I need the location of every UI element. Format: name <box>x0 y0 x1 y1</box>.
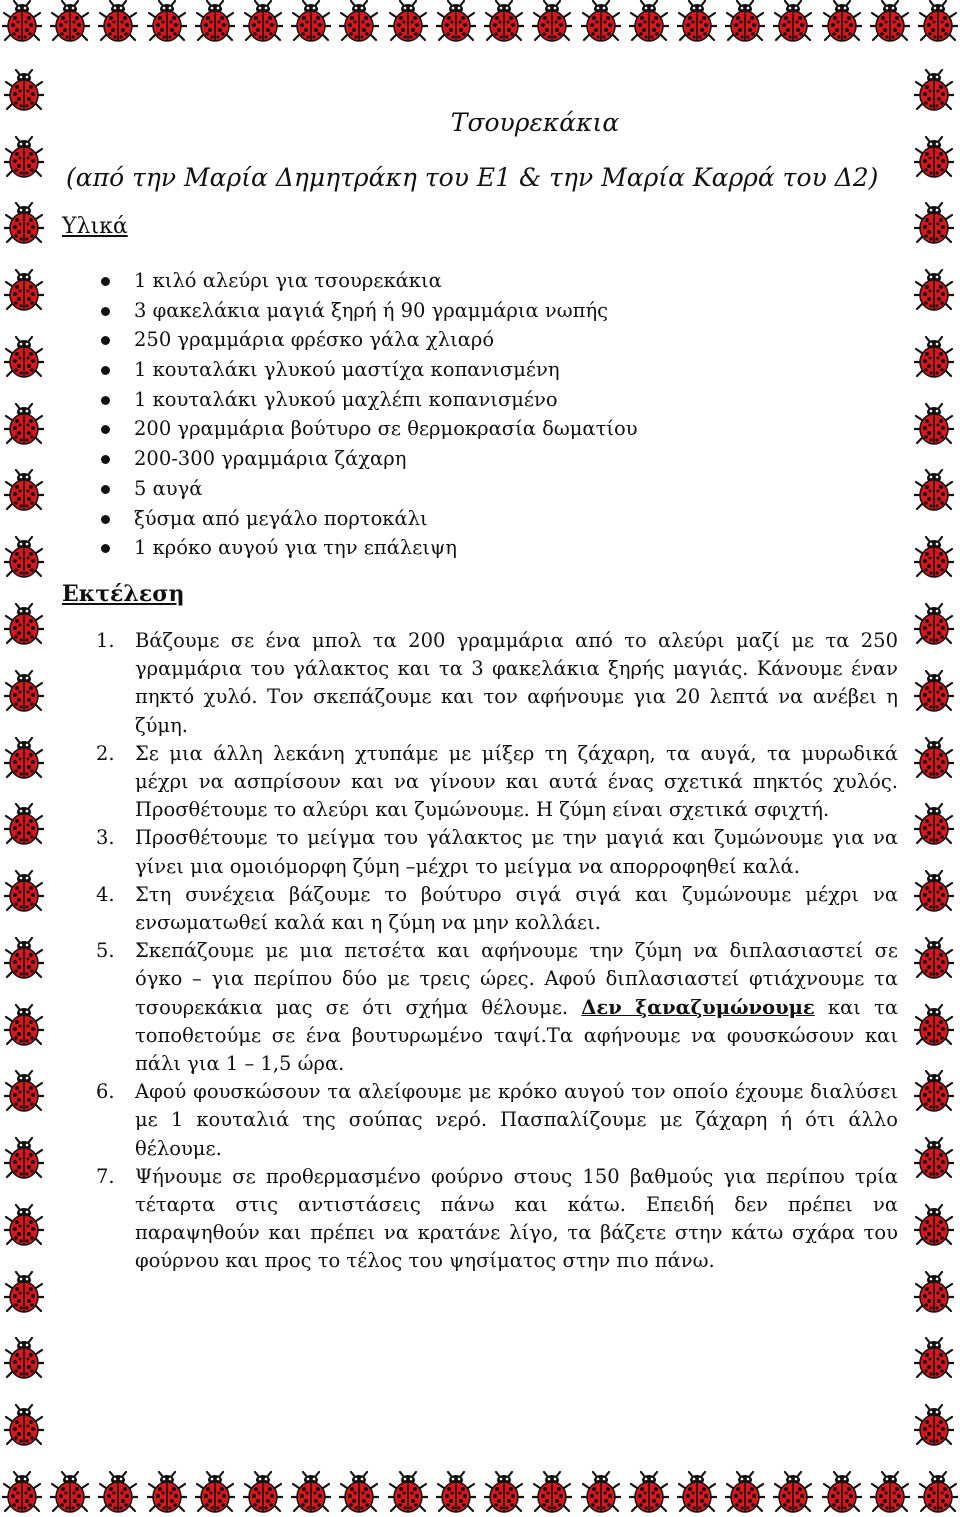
ingredient-item: 200 γραμμάρια βούτυρο σε θερμοκρασία δωματίου <box>98 414 638 444</box>
step-item <box>96 1163 898 1276</box>
step-number: 5. <box>96 939 115 963</box>
bullet-icon <box>101 544 110 553</box>
ingredient-item: 1 κιλό αλεύρι για τσουρεκάκια <box>98 266 638 296</box>
bullet-icon <box>101 485 110 494</box>
step-item <box>96 824 898 880</box>
method-steps <box>96 627 898 1276</box>
step-text: Σε μια άλλη λεκάνη χτυπάμε με μίξερ τη ζάχαρη, τα αυγά, τα μυρωδικά μέχρι να ασπρίσουν και να γίνουν και αυτά ένας σχετικά πηκτός χυλός. Προσθέτουμε το αλεύρι και ζυμώνουμε. Η ζύμη είναι σχετικά σφιχτή. <box>135 741 898 822</box>
bullet-icon <box>101 277 110 286</box>
step-number: 4. <box>96 882 115 906</box>
step-text: Στη συνέχεια βάζουμε το βούτυρο σιγά σιγά και ζυμώνουμε μέχρι να ενσωματωθεί καλά και η ζύμη να μην κολλάει. <box>135 882 898 935</box>
ingredient-item: 1 κουταλάκι γλυκού μαστίχα κοπανισμένη <box>98 355 638 385</box>
ingredient-item: 5 αυγά <box>98 474 638 504</box>
step-text: Σκεπάζουμε με μια πετσέτα και αφήνουμε την ζύμη να διπλασιαστεί σε όγκο – για περίπου δύο με τρεις ώρες. Αφού διπλασιαστεί φτιάχνουμε τα τσουρεκάκια μας σε ότι σχήμα θέλουμε. <box>135 939 898 1019</box>
bullet-icon <box>101 396 110 405</box>
bullet-icon <box>101 515 110 524</box>
step-number: 3. <box>96 826 115 850</box>
recipe-authors: (από την Μαρία Δημητράκη του Ε1 & την Μαρία Καρρά του Δ2) <box>66 163 879 192</box>
ingredients-heading: Υλικά <box>62 214 128 239</box>
bullet-icon <box>101 307 110 316</box>
step-number: 2. <box>96 741 115 765</box>
method-heading: Εκτέλεση <box>62 581 185 607</box>
step-text: Ψήνουμε σε προθερμασμένο φούρνο στους 150 βαθμούς για περίπου τρία τέταρτα στις αντιστάσεις πάνω και κάτω. Επειδή δεν πρέπει να παραψηθούν και πρέπει να κρατάνε λίγο, τα βάζετε στην κάτω σχάρα του φούρνου και προς το τέλος του ψησίματος στην πιο πάνω. <box>135 1164 898 1273</box>
step-number: 7. <box>96 1164 115 1188</box>
recipe-title: Τσουρεκάκια <box>450 108 620 137</box>
step-item <box>96 740 898 825</box>
step-item <box>96 881 898 937</box>
step-text-continued: και τα τοποθετούμε σε ένα βουτυρωμένο ταψί.Τα αφήνουμε να φουσκώσουν και πάλι για 1 – 1,5 ώρα. <box>135 995 899 1076</box>
step-emphasis: Δεν ξαναζυμώνουμε <box>581 995 815 1019</box>
step-item <box>96 937 898 1078</box>
ingredient-item: 200-300 γραμμάρια ζάχαρη <box>98 444 638 474</box>
ingredient-item: 250 γραμμάρια φρέσκο γάλα χλιαρό <box>98 325 638 355</box>
bullet-icon <box>101 336 110 345</box>
ingredients-list <box>98 266 638 563</box>
bullet-icon <box>101 455 110 464</box>
step-item <box>96 627 898 740</box>
step-text: Αφού φουσκώσουν τα αλείφουμε με κρόκο αυγού τον οποίο έχουμε διαλύσει με 1 κουταλιά της σούπας νερό. Πασπαλίζουμε με ζάχαρη ή ότι άλλο θέλουμε. <box>135 1080 898 1160</box>
ingredient-item: 3 φακελάκια μαγιά ξηρή ή 90 γραμμάρια νωπής <box>98 296 638 326</box>
ingredient-item: ξύσμα από μεγάλο πορτοκάλι <box>98 504 638 534</box>
step-number: 1. <box>96 629 115 652</box>
ingredient-item: 1 κουταλάκι γλυκού μαχλέπι κοπανισμένο <box>98 385 638 415</box>
step-number: 6. <box>96 1080 115 1104</box>
step-item <box>96 1078 898 1163</box>
step-text: Βάζουμε σε ένα μπολ τα 200 γραμμάρια από το αλεύρι μαζί με τα 250 γραμμάρια του γάλακτος και τα 3 φακελάκια ξηρής μαγιάς. Κάνουμε έναν πηκτό χυλό. Τον σκεπάζουμε και τον αφήνουμε για 20 λεπτά να ανέβει η ζύμη. <box>135 629 898 737</box>
bullet-icon <box>101 425 110 434</box>
bullet-icon <box>101 366 110 375</box>
ingredient-item: 1 κρόκο αυγού για την επάλειψη <box>98 533 638 563</box>
step-text: Προσθέτουμε το μείγμα του γάλακτος με την μαγιά και ζυμώνουμε για να γίνει μια ομοιόμορφη ζύμη –μέχρι το μείγμα να απορροφηθεί καλά. <box>135 826 898 878</box>
